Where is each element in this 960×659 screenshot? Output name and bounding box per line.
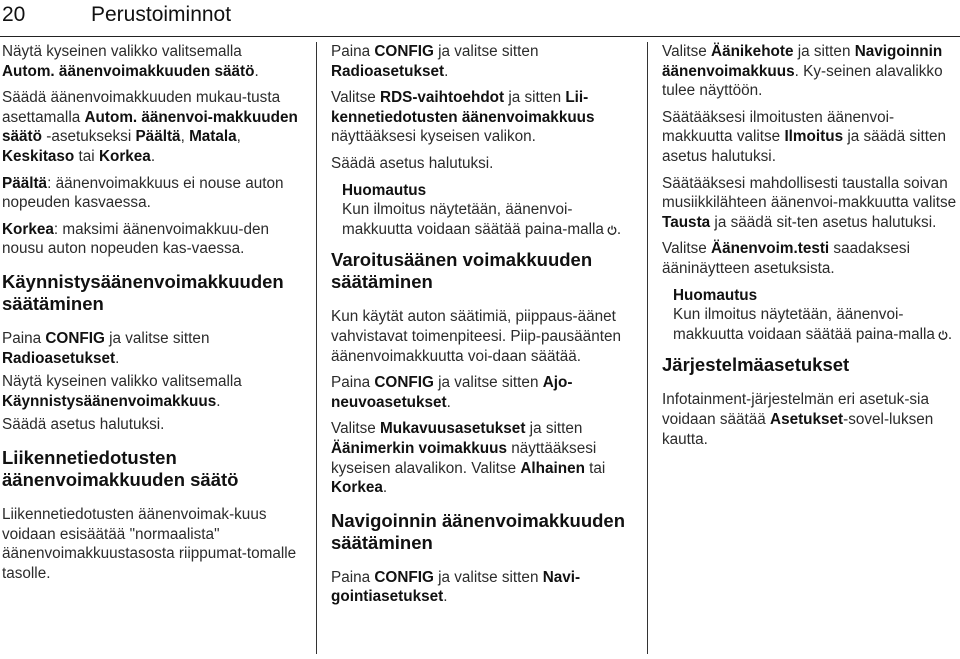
menu-term: Ilmoitus (784, 128, 844, 146)
text: . (446, 393, 451, 411)
menu-term: Keskitaso (2, 147, 75, 165)
power-knob-icon (607, 225, 617, 235)
power-knob-icon (938, 330, 948, 340)
page-number: 20 (2, 3, 26, 26)
paragraph (2, 329, 298, 368)
menu-term: Matala (189, 128, 237, 146)
menu-term: Päältä (2, 174, 48, 192)
menu-term: Navi-gointiasetukset (331, 568, 581, 606)
text: . Ky-seinen alavalikko tulee näyttöön. (662, 62, 943, 100)
paragraph (2, 88, 298, 166)
heading-warning-chime-volume: Varoitusäänen voimakkuuden säätäminen (331, 249, 593, 293)
text: . (947, 325, 953, 343)
paragraph (662, 390, 958, 449)
column-3 (662, 42, 958, 456)
note-text: Kun ilmoitus näytetään, äänenvoi-makkuutta voidaan säätää paina-malla (673, 306, 935, 343)
menu-term: Navigoinnin äänenvoimakkuus (662, 43, 943, 80)
text: tai (584, 459, 606, 477)
text: Säätääksesi ilmoitusten äänenvoi-makkuutta valitse (662, 108, 895, 146)
text: saadaksesi ääninäytteen asetuksista. (662, 240, 910, 277)
column-divider (316, 42, 317, 654)
text: Paina (331, 374, 375, 392)
menu-term: Tausta (662, 213, 711, 231)
text: . (216, 392, 221, 410)
text: ja säädä sitten asetus halutuksi. (662, 128, 946, 165)
note-box (331, 181, 627, 240)
text: . (382, 479, 388, 497)
paragraph (331, 42, 627, 81)
button-term: CONFIG (374, 43, 434, 60)
section-title: Perustoiminnot (91, 3, 232, 26)
paragraph (331, 419, 627, 497)
text: ja sitten (504, 89, 566, 107)
menu-term: Korkea (331, 479, 383, 497)
text: ja sitten (793, 43, 855, 60)
menu-term: Asetukset (770, 410, 844, 428)
paragraph (662, 174, 958, 233)
text: näyttääksesi kyseisen valikon. (331, 128, 536, 146)
paragraph (2, 174, 298, 213)
text: , (180, 128, 190, 146)
menu-term: Autom. äänenvoimakkuuden säätö (2, 62, 255, 80)
menu-term: Radioasetukset (331, 62, 445, 80)
paragraph (2, 220, 298, 259)
paragraph (2, 372, 298, 411)
paragraph: Kun käytät auton säätimiä, piippaus-äänet vahvistavat toimenpiteesi. Piip-pausäänten äänenvoimakkuutta voi-daan säätää. (331, 308, 621, 365)
text: ja valitse sitten (433, 43, 539, 60)
menu-term: Ajo-neuvoasetukset (331, 374, 573, 411)
column-2 (331, 42, 627, 614)
heading-system-settings: Järjestelmäasetukset (662, 354, 850, 376)
text: . (616, 220, 622, 238)
button-term: CONFIG (45, 329, 105, 347)
menu-term: Päältä (135, 128, 181, 146)
text: Säädä äänenvoimakkuuden mukau-tusta asettamalla (2, 89, 281, 126)
text: . (443, 588, 448, 606)
column-divider (647, 42, 648, 654)
note-text: Kun ilmoitus näytetään, äänenvoi-makkuutta voidaan säätää paina-malla (342, 201, 604, 238)
menu-term: Alhainen (520, 459, 585, 477)
menu-term: RDS-vaihtoehdot (380, 89, 505, 107)
text: . (150, 147, 156, 165)
text: , (236, 128, 241, 146)
text: . (254, 62, 259, 80)
button-term: CONFIG (374, 568, 434, 586)
note-title: Huomautus (342, 181, 427, 199)
text: ja säädä sit-ten asetus halutuksi. (710, 213, 937, 231)
text: Valitse (662, 240, 712, 258)
text: Paina (331, 43, 375, 60)
text: . (444, 62, 449, 80)
text: tai (74, 147, 99, 165)
menu-term: Äänikehote (711, 43, 794, 60)
menu-term: Radioasetukset (2, 349, 116, 367)
text: Paina (331, 568, 375, 586)
text: Näytä kyseinen valikko valitsemalla (2, 43, 242, 60)
menu-term: Mukavuusasetukset (380, 420, 526, 438)
text: Infotainment-järjestelmän eri asetuk-sia voidaan säätää (662, 391, 929, 428)
paragraph (331, 373, 627, 412)
paragraph: Säädä asetus halutuksi. (2, 416, 165, 434)
text: Valitse (331, 89, 381, 107)
text: ja valitse sitten (433, 374, 543, 392)
text: Säätääksesi mahdollisesti taustalla soivan musiikkilähteen äänenvoi-makkuutta valitse (662, 174, 957, 212)
paragraph (2, 42, 298, 81)
menu-term: Korkea (2, 220, 54, 238)
note-box (662, 286, 958, 345)
text: : maksimi äänenvoimakkuu-den nousu auton nopeuden kas-vaessa. (2, 220, 269, 258)
note-title: Huomautus (673, 286, 758, 304)
heading-traffic-announcement-volume: Liikennetiedotusten äänenvoimakkuuden säätö (2, 446, 239, 490)
text: ja valitse sitten (433, 568, 543, 586)
menu-term: Äänenvoim.testi (711, 240, 830, 258)
text: ja sitten (525, 420, 583, 438)
button-term: CONFIG (374, 374, 434, 392)
paragraph: Liikennetiedotusten äänenvoimak-kuus voidaan esisäätää "normaalista" äänenvoimakkuustasosta riippumat-tomalle tasolle. (2, 505, 297, 582)
column-1 (2, 42, 298, 590)
text: Valitse (331, 420, 381, 438)
paragraph (662, 239, 958, 278)
text: näyttääksesi kyseisen alavalikon. Valitse (331, 439, 597, 477)
text: ja valitse sitten (104, 329, 210, 347)
menu-term: Lii-kennetiedotusten äänenvoimakkuus (331, 89, 595, 126)
text: Valitse (662, 43, 712, 60)
menu-term: Autom. äänenvoi-makkuuden säätö (2, 108, 298, 146)
menu-term: Korkea (98, 147, 151, 165)
heading-startup-volume: Käynnistysäänenvoimakkuuden säätäminen (2, 270, 284, 314)
paragraph (331, 88, 627, 147)
heading-navigation-volume: Navigoinnin äänenvoimakkuuden säätäminen (331, 509, 626, 553)
paragraph (331, 568, 627, 607)
paragraph (662, 108, 958, 167)
text: . (115, 349, 120, 367)
paragraph (662, 42, 958, 101)
text: -sovel-luksen kautta. (662, 410, 934, 448)
menu-term: Käynnistysäänenvoimakkuus (2, 392, 217, 410)
text: Paina (2, 329, 46, 347)
text: -asetukseksi (41, 128, 136, 146)
text: Näytä kyseinen valikko valitsemalla (2, 373, 242, 391)
paragraph: Säädä asetus halutuksi. (331, 154, 494, 172)
menu-term: Äänimerkin voimakkuus (331, 439, 507, 457)
page-header (0, 0, 960, 37)
text: : äänenvoimakkuus ei nouse auton nopeuden kasvaessa. (2, 174, 284, 212)
